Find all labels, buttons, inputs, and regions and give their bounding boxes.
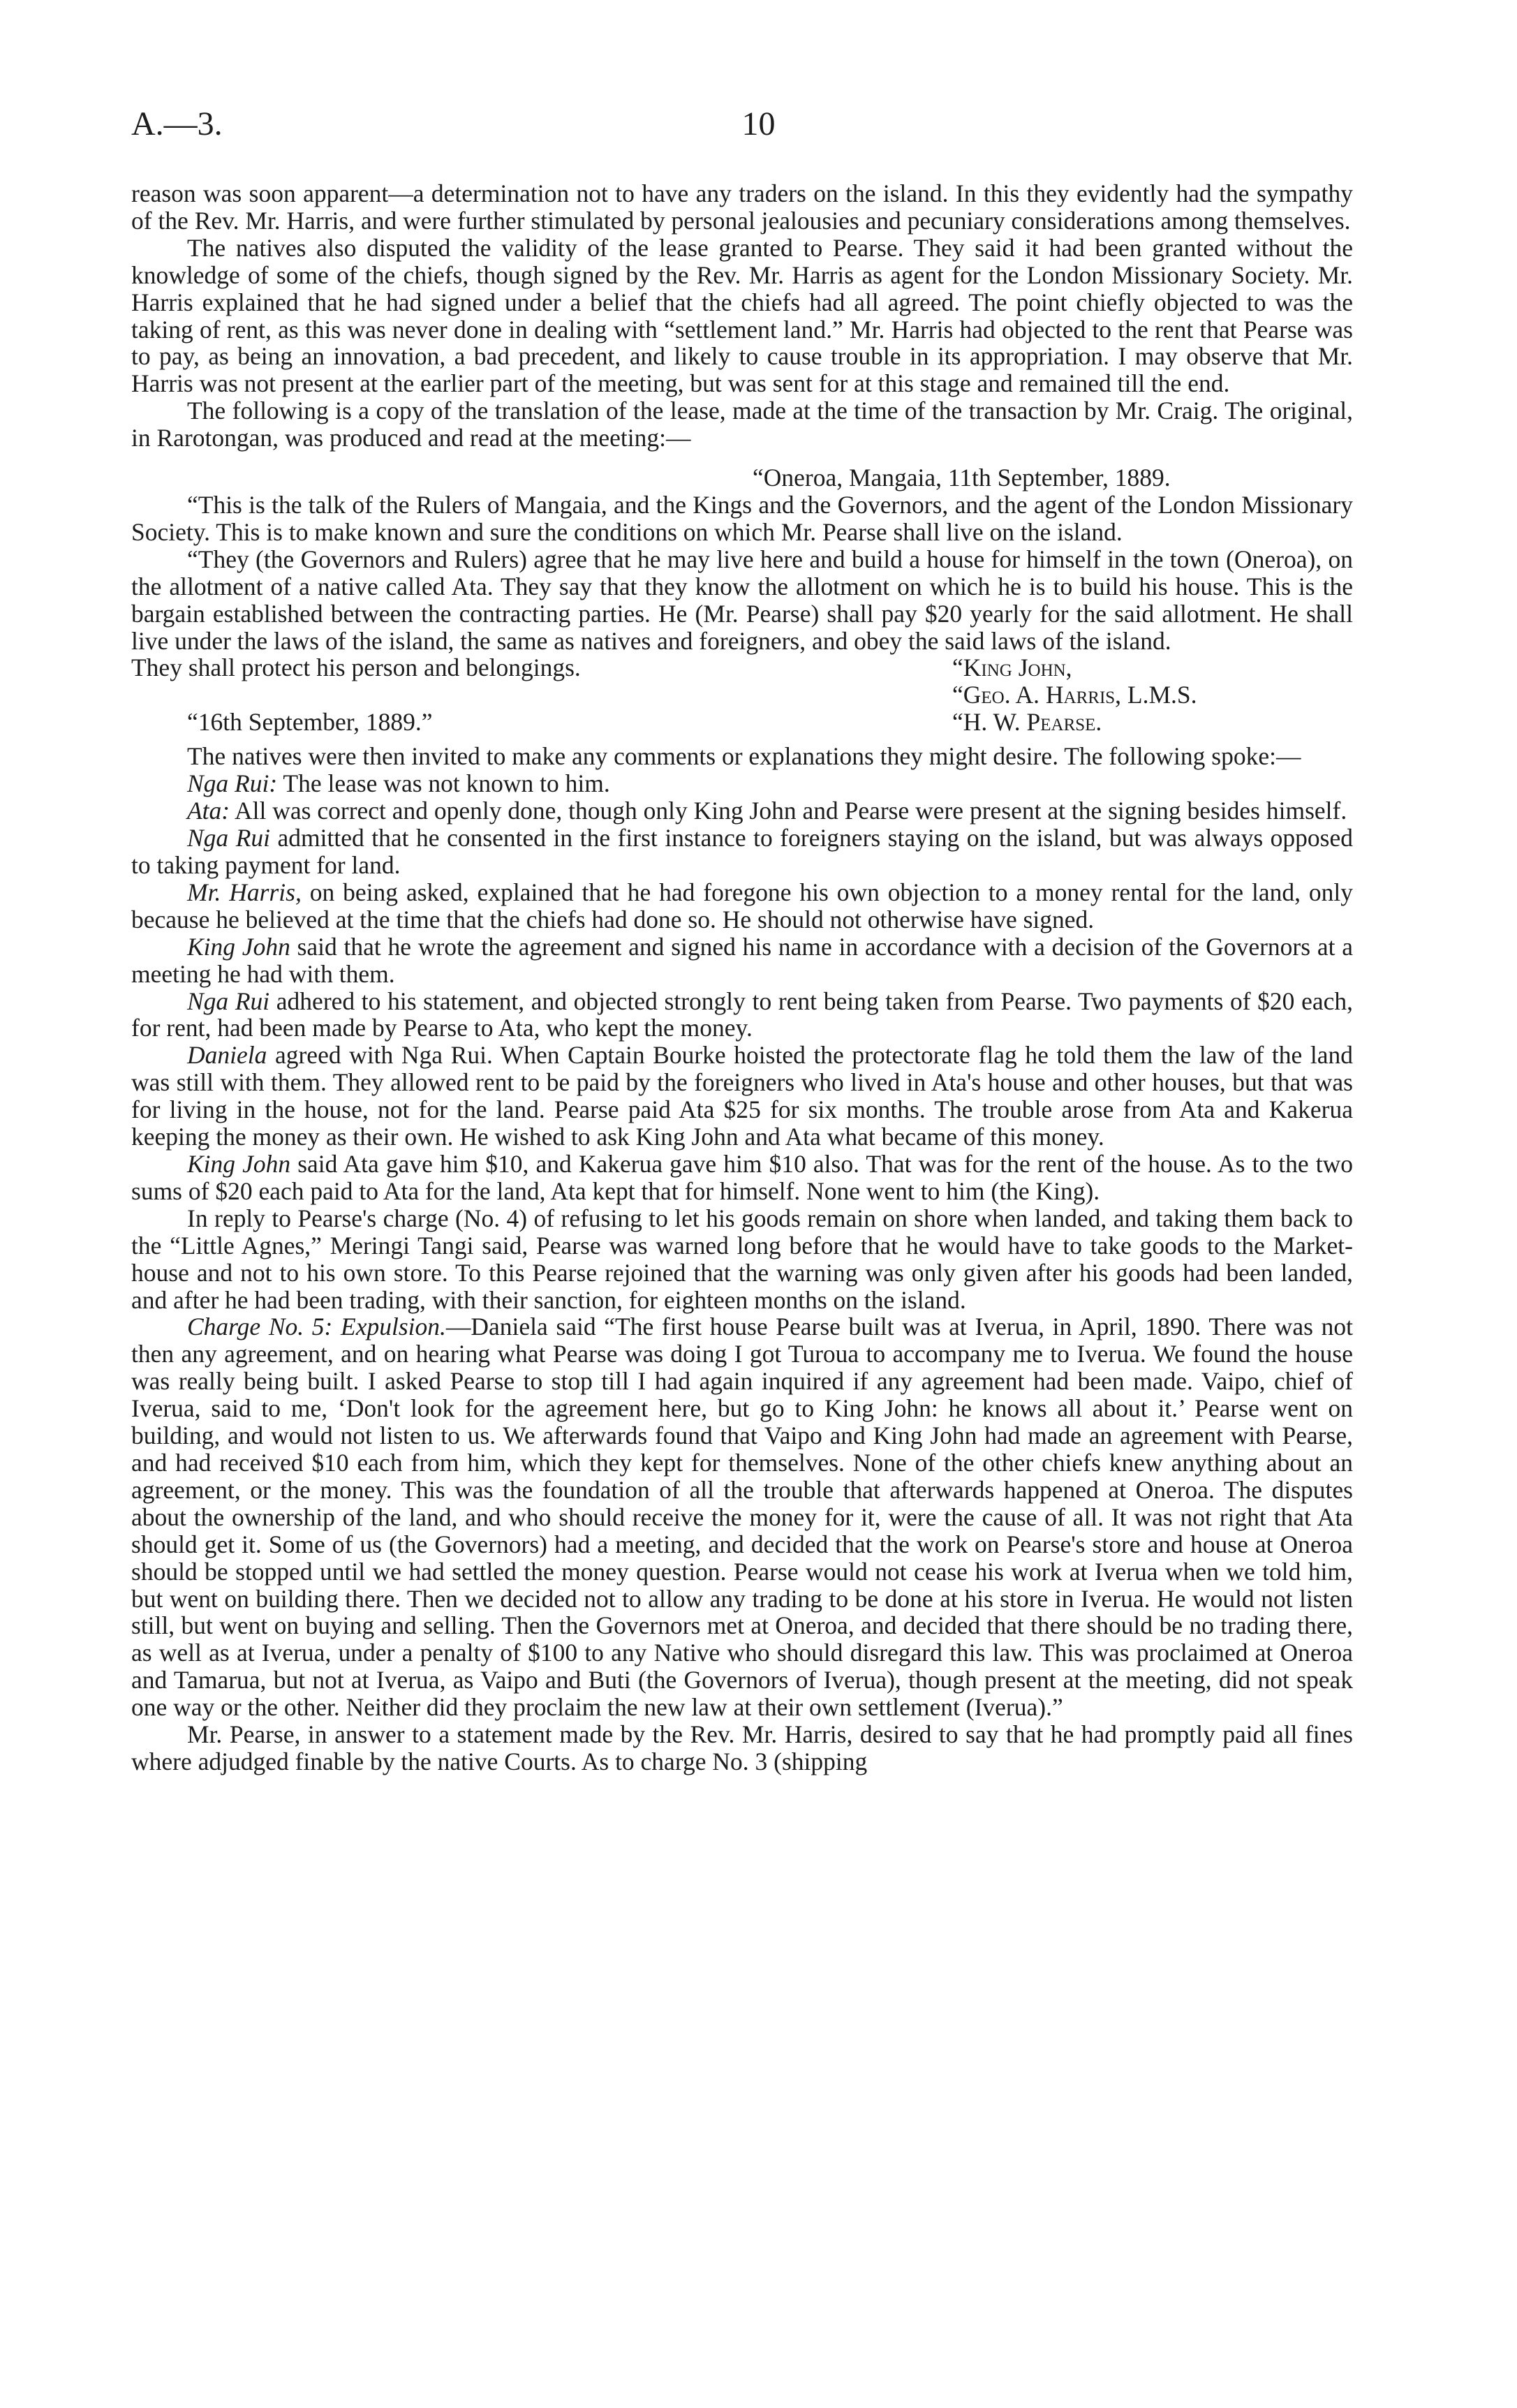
- signature-row-2: [131, 681, 1353, 709]
- paragraph-3: The following is a copy of the translation of the lease, made at the time of the transaction by Mr. Craig. The original, in Rarotongan, was produced and read at the meeting:—: [131, 397, 1353, 452]
- lease-closing: They shall protect his person and belongings.: [131, 653, 581, 682]
- charge-heading: Charge No. 5: Expulsion.: [187, 1313, 446, 1341]
- speaker-name: Nga Rui: [187, 987, 270, 1015]
- statement-text: All was correct and openly done, though only King John and Pearse were present at the signing besides himself.: [230, 797, 1347, 825]
- document-reference: A.—3.: [131, 105, 223, 142]
- signature-date: “16th September, 1889.”: [187, 708, 433, 737]
- paragraph-5: In reply to Pearse's charge (No. 4) of refusing to let his goods remain on shore when landed, and taking them back to the “Little Agnes,” Meringi Tangi said, Pearse was warned long before that he would have to take goods to the Market-house and not to his own store. To this Pearse rejoined that the warning was only given after his goods had been landed, and after he had been trading, with their sanction, for eighteen months on the island.: [131, 1204, 1353, 1314]
- page-header: [131, 105, 1386, 154]
- paragraph-2: The natives also disputed the validity of the lease granted to Pearse. They said it had been granted without the knowledge of some of the chiefs, though signed by the Rev. Mr. Harris as agent for the London Missionary Society. Mr. Harris explained that he had signed under a belief that the chiefs had all agreed. The point chiefly objected to was the taking of rent, as this was never done in dealing with “settlement land.” Mr. Harris had objected to the rent that Pearse was to pay, as being an innovation, a bad precedent, and likely to cause trouble in its appropriation. I may observe that Mr. Harris was not present at the earlier part of the meeting, but was sent for at this stage and remained till the end.: [131, 233, 1353, 398]
- lease-dateline: “Oneroa, Mangaia, 11th September, 1889.: [753, 464, 1171, 492]
- statement-text: on being asked, explained that he had foregone his own objection to a money rental for the land, only because he believed at the time that the chiefs had done so. He should not otherwise have signed.: [131, 878, 1353, 933]
- page-number: 10: [741, 105, 776, 142]
- charge-5: [131, 1313, 1353, 1721]
- statement-text: said Ata gave him $10, and Kakerua gave him $10 also. That was for the rent of the house. As to the two sums of $20 each paid to Ata for the land, Ata kept that for himself. None went to him (the King).: [131, 1150, 1353, 1205]
- statement-7: [131, 1042, 1353, 1151]
- speaker-name: King John: [187, 1150, 291, 1178]
- statement-text: admitted that he consented in the first instance to foreigners staying on the island, but was always opposed to taking payment for land.: [131, 824, 1353, 880]
- document-body: [131, 180, 1353, 1775]
- statement-2: [131, 797, 1353, 825]
- speaker-name: Ata:: [187, 797, 230, 825]
- signature-king-john: “King John,: [952, 653, 1072, 682]
- lease-paragraph-1: “This is the talk of the Rulers of Mangaia, and the Kings and the Governors, and the agent of the London Missionary Society. This is to make known and sure the conditions on which Mr. Pearse shall live on the island.: [131, 490, 1353, 546]
- speaker-name: Nga Rui: [187, 824, 271, 852]
- charge-text: —Daniela said “The first house Pearse built was at Iverua, in April, 1890. There was not then any agreement, and on hearing what Pearse was doing I got Turoua to accompany me to Iverua. We found the house was really being built. I asked Pearse to stop till I had again inquired if any agreement had been made. Vaipo, chief of Iverua, said to me, ‘Don't look for the agreement here, but go to King John: he knows all about it.’ Pearse went on building, and would not listen to us. We afterwards found that Vaipo and King John had made an agreement with Pearse, and had received $10 each from him, which they kept for themselves. None of the other chiefs knew anything about an agreement, or the money. This was the foundation of all the trouble that afterwards happened at Oneroa. The disputes about the ownership of the land, and who should receive the money for it, were the cause of all. It was not right that Ata should get it. Some of us (the Governors) had a meeting, and decided that the work on Pearse's store and house at Oneroa should be stopped until we had settled the money question. Pearse would not cease his work at Iverua when we told him, but went on building there. Then we decided not to allow any trading to be done at his store in Iverua. He would not listen still, but went on buying and selling. Then the Governors met at Oneroa, and decided that there should be no trading there, as well as at Iverua, under a penalty of $100 to any Native who should disregard this law. This was proclaimed at Oneroa and Tamarua, but not at Iverua, as Vaipo and Buti (the Governors of Iverua), though present at the meeting, did not speak one way or the other. Neither did they proclaim the new law at their own settlement (Iverua).”: [131, 1313, 1353, 1722]
- speaker-name: King John: [187, 932, 290, 961]
- speaker-name: Nga Rui:: [187, 769, 278, 798]
- statement-text: adhered to his statement, and objected strongly to rent being taken from Pearse. Two payments of $20 each, for rent, had been made by Pearse to Ata, who kept the money.: [131, 987, 1353, 1042]
- statement-8: [131, 1151, 1353, 1205]
- statement-1: [131, 770, 1353, 797]
- signature-row-3: [131, 709, 1353, 736]
- statement-5: [131, 933, 1353, 988]
- speaker-name: Daniela: [187, 1041, 267, 1070]
- statement-3: [131, 825, 1353, 879]
- signature-pearse: “H. W. Pearse.: [952, 708, 1102, 737]
- signature-row-1: [131, 654, 1353, 681]
- paragraph-6: Mr. Pearse, in answer to a statement made by the Rev. Mr. Harris, desired to say that he had promptly paid all fines where adjudged finable by the native Courts. As to charge No. 3 (shipping: [131, 1720, 1353, 1775]
- statement-4: [131, 879, 1353, 933]
- statement-text: said that he wrote the agreement and signed his name in accordance with a decision of the Governors at a meeting he had with them.: [131, 932, 1353, 988]
- lease-paragraph-2: “They (the Governors and Rulers) agree that he may live here and build a house for himself in the town (Oneroa), on the allotment of a native called Ata. They say that they know the allotment on which he is to build his house. This is the bargain established between the contracting parties. He (Mr. Pearse) shall pay $20 yearly for the said allotment. He shall live under the laws of the island, the same as natives and foreigners, and obey the said laws of the island.: [131, 545, 1353, 655]
- paragraph-1: reason was soon apparent—a determination not to have any traders on the island. In this they evidently had the sympathy of the Rev. Mr. Harris, and were further stimulated by personal jealousies and pecuniary considerations among themselves.: [131, 179, 1353, 235]
- signature-harris: “Geo. A. Harris, L.M.S.: [952, 681, 1197, 709]
- statement-text: agreed with Nga Rui. When Captain Bourke hoisted the protectorate flag he told them the law of the land was still with them. They allowed rent to be paid by the foreigners who lived in Ata's house and other houses, but that was for living in the house, not for the land. Pearse paid Ata $25 for six months. The trouble arose from Ata and Kakerua keeping the money as their own. He wished to ask King John and Ata what became of this money.: [131, 1041, 1353, 1151]
- statement-6: [131, 988, 1353, 1042]
- speaker-name: Mr. Harris,: [187, 878, 302, 906]
- paragraph-4: The natives were then invited to make any comments or explanations they might desire. The following spoke:—: [187, 742, 1301, 771]
- statement-text: The lease was not known to him.: [277, 769, 610, 798]
